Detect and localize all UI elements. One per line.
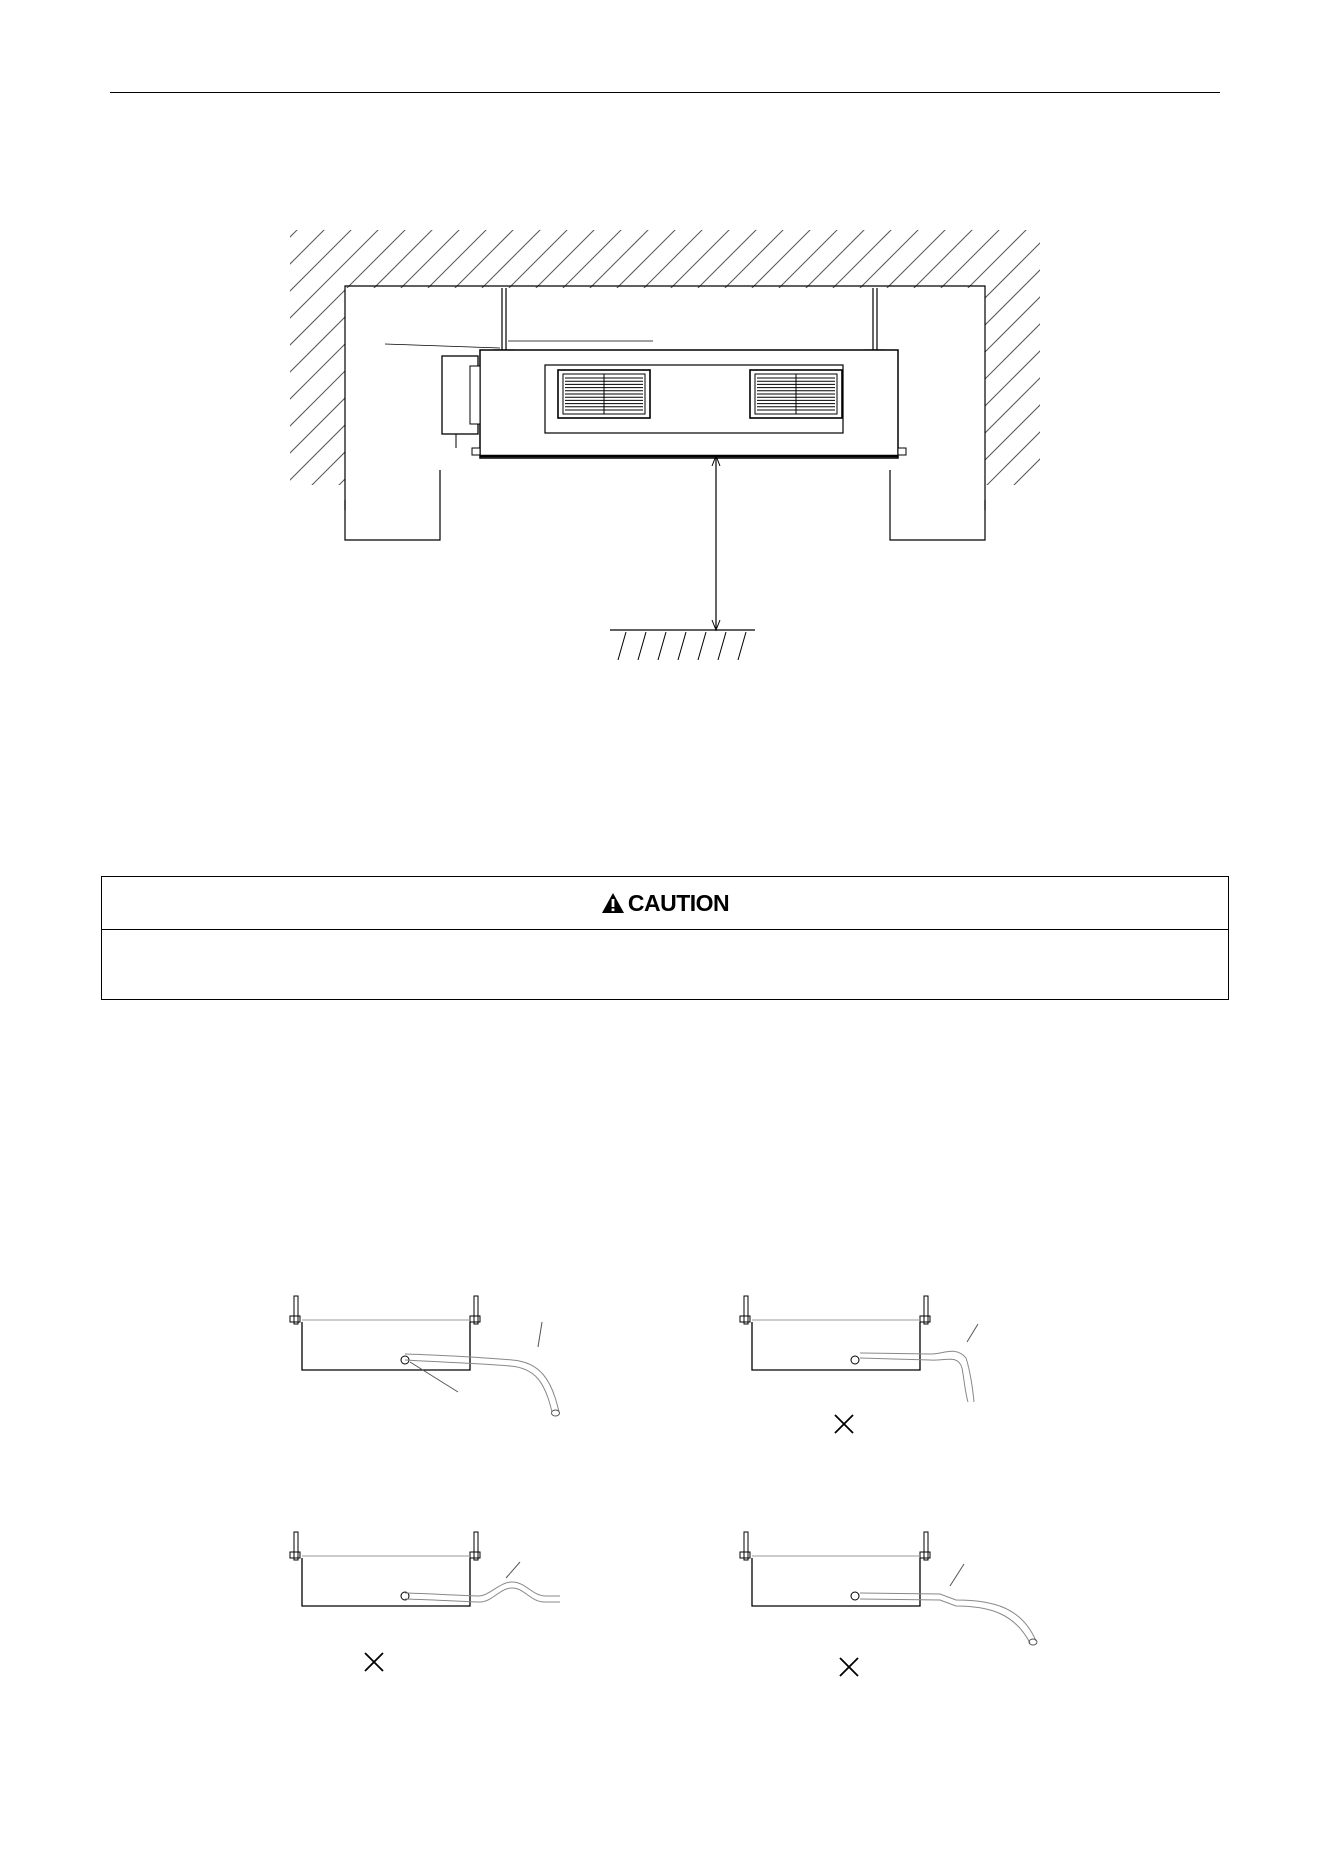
drain-wrong-raised (730, 1282, 1020, 1427)
fan-grille-left (558, 370, 650, 418)
caution-title: CAUTION (627, 889, 730, 916)
left-clearance (345, 470, 440, 540)
drain-wrong-step (730, 1518, 1040, 1663)
fan-grille-right (750, 370, 842, 418)
right-clearance (890, 470, 985, 540)
caution-box (101, 876, 1229, 1000)
header-rule (110, 92, 1220, 93)
caution-header (102, 877, 1228, 930)
cross-icon (838, 1656, 860, 1678)
drain-correct (280, 1282, 570, 1427)
warning-triangle-icon (601, 892, 625, 914)
cross-icon (363, 1651, 385, 1673)
caution-body (102, 930, 1228, 1000)
drain-wrong-wavy (280, 1518, 570, 1663)
cross-icon (833, 1413, 855, 1435)
ceiling-installation-diagram (280, 220, 1050, 680)
